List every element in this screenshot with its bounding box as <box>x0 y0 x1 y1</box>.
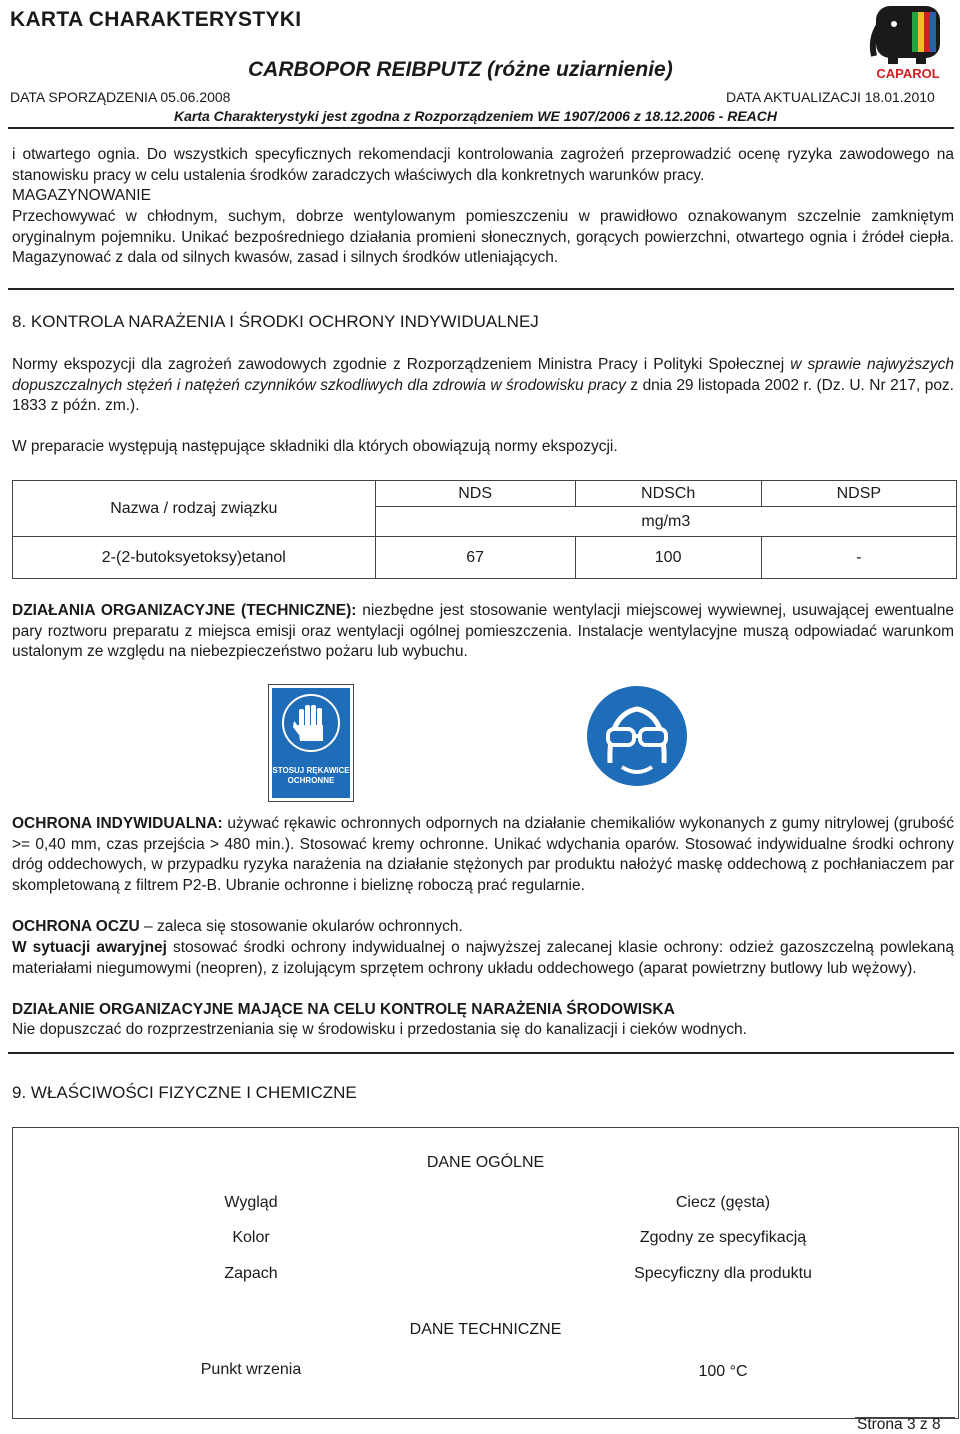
unit-header: mg/m3 <box>375 507 956 537</box>
section-9-heading: 9. WŁAŚCIWOŚCI FIZYCZNE I CHEMICZNE <box>12 1083 357 1102</box>
gloves-sign-line2: OCHRONNE <box>287 776 335 785</box>
appearance-label: Wygląd <box>224 1194 278 1211</box>
exposure-table <box>12 480 957 579</box>
organizational-text: niezbędne jest stosowanie wentylacji miejscowej wywiewnej, usuwającej ewentualne pary roztworu preparatu z miejsca emisji oraz wentylacji ogólnej pomieszczenia. Instalacje wentylacyjne muszą odpowiadać warunkom ustalonym ze względu na niebezpieczeństwo pożaru lub wybuchu. <box>12 602 954 660</box>
organizational-label: DZIAŁANIA ORGANIZACYJNE (TECHNICZNE): <box>12 602 357 619</box>
norms-paragraph <box>12 355 954 417</box>
technical-data-heading: DANE TECHNICZNE <box>409 1321 562 1338</box>
logo-text: CAPAROL <box>876 66 940 81</box>
properties-table <box>12 1127 959 1419</box>
col-ndsp-header: NDSP <box>761 481 956 507</box>
norms-tail: z dnia 29 listopada 2002 r. (Dz. U. Nr 217, poz. 1833 z późn. zm.). <box>12 376 954 414</box>
col-ndsch-header: NDSCh <box>575 481 761 507</box>
row-nds: 67 <box>375 537 575 579</box>
appearance-value: Ciecz (gęsta) <box>675 1194 771 1211</box>
emergency-text: stosować środki ochrony indywidualnej o najwyższej zalecanej klasie ochrony: odzież gazoszczelną powlekaną materiałami niegumowymi (neopren), z izolującym sprzętem ochrony układu oddechowego (aparat powietrzny butlowy lub wężowy). <box>12 939 955 977</box>
boiling-point-label: Punkt wrzenia <box>200 1361 302 1378</box>
components-intro: W preparacie występują następujące składniki dla których obowiązują normy ekspozycji. <box>12 438 618 455</box>
emergency-paragraph <box>12 938 954 979</box>
table-row <box>13 537 957 579</box>
emergency-label: W sytuacji awaryjnej <box>12 939 167 956</box>
section-8-heading: 8. KONTROLA NARAŻENIA I ŚRODKI OCHRONY INDYWIDUALNEJ <box>12 312 539 331</box>
personal-protection-paragraph <box>12 814 954 896</box>
norms-italic: w sprawie najwyższych dopuszczalnych stężeń i natężeń czynników szkodliwych dla zdrowia w środowisku pracy <box>12 356 954 394</box>
odor-label: Zapach <box>224 1265 278 1282</box>
intro-paragraph: i otwartego ognia. Do wszystkich specyficznych rekomendacji kontrolowania zagrożeń przeprowadzić ocenę ryzyka zawodowego na stanowisku pracy w celu ustalenia środków zaradczych właściwych dla konkretnych warunków pracy. <box>12 146 954 184</box>
boiling-point-value: 100 °C <box>698 1363 748 1380</box>
caparol-logo <box>866 4 950 84</box>
document-title: KARTA CHARAKTERYSTYKI <box>10 8 302 31</box>
norms-lead: Normy ekspozycji dla zagrożeń zawodowych zgodnie z Rozporządzeniem Ministra Pracy i Polityki Społecznej <box>12 356 791 373</box>
personal-protection-label: OCHRONA INDYWIDUALNA: <box>12 815 223 832</box>
eye-protection-sign <box>586 685 688 787</box>
row-name: 2-(2-butoksyetoksy)etanol <box>13 537 376 579</box>
section-rule-2 <box>8 1052 954 1054</box>
date-updated: DATA AKTUALIZACJI 18.01.2010 <box>726 89 935 105</box>
gloves-sign-line1: STOSUJ RĘKAWICE <box>272 766 350 775</box>
col-name-header: Nazwa / rodzaj związku <box>13 481 376 537</box>
odor-value: Specyficzny dla produktu <box>634 1265 812 1282</box>
environment-text: Nie dopuszczać do rozprzestrzeniania się w środowisku i przedostania się do kanalizacji i cieków wodnych. <box>12 1021 747 1038</box>
page-number: Strona 3 z 8 <box>857 1416 941 1433</box>
environment-heading: DZIAŁANIE ORGANIZACYJNE MAJĄCE NA CELU KONTROLĘ NARAŻENIA ŚRODOWISKA <box>12 1001 675 1018</box>
organizational-paragraph <box>12 601 954 663</box>
row-ndsch: 100 <box>575 537 761 579</box>
header-rule <box>8 127 954 129</box>
storage-heading: MAGAZYNOWANIE <box>12 187 151 204</box>
section-rule <box>8 288 954 290</box>
gloves-sign <box>268 684 354 802</box>
personal-protection-text: używać rękawic ochronnych odpornych na działanie chemikaliów wykonanych z gumy nitrylowej (grubość >= 0,40 mm, czas przejścia > 480 min.). Stosować kremy ochronne. Unikać wdychania oparów. Stosować indywidualne środki ochrony dróg oddechowych, w przypadku ryzyka narażenia na działanie stężonych par produktu nałożyć maskę oddechową z pochłaniaczem par skompletowaną z filtrem P2-B. Ubranie ochronne i bieliznę roboczą prać regularnie. <box>12 815 954 894</box>
general-data-heading: DANE OGÓLNE <box>426 1154 545 1171</box>
color-label: Kolor <box>232 1229 270 1246</box>
color-value: Zgodny ze specyfikacją <box>639 1229 807 1246</box>
eye-protection-text: – zaleca się stosowanie okularów ochronnych. <box>139 918 463 935</box>
col-nds-header: NDS <box>375 481 575 507</box>
eye-protection-paragraph <box>12 917 954 938</box>
storage-text: Przechowywać w chłodnym, suchym, dobrze wentylowanym pomieszczeniu w prawidłowo oznakowanym szczelnie zamkniętym oryginalnym pojemniku. Unikać bezpośredniego działania promieni słonecznych, gorących powierzchni, otwartego ognia i źródeł ciepła. Magazynować z dala od silnych kwasów, zasad i silnych środków utleniających. <box>12 208 954 266</box>
date-created: DATA SPORZĄDZENIA 05.06.2008 <box>10 89 231 105</box>
product-name: CARBOPOR REIBPUTZ (różne uziarnienie) <box>248 58 673 81</box>
eye-protection-label: OCHRONA OCZU <box>12 918 140 935</box>
regulation-note: Karta Charakterystyki jest zgodna z Rozporządzeniem WE 1907/2006 z 18.12.2006 - REACH <box>174 108 778 124</box>
row-ndsp: - <box>761 537 956 579</box>
